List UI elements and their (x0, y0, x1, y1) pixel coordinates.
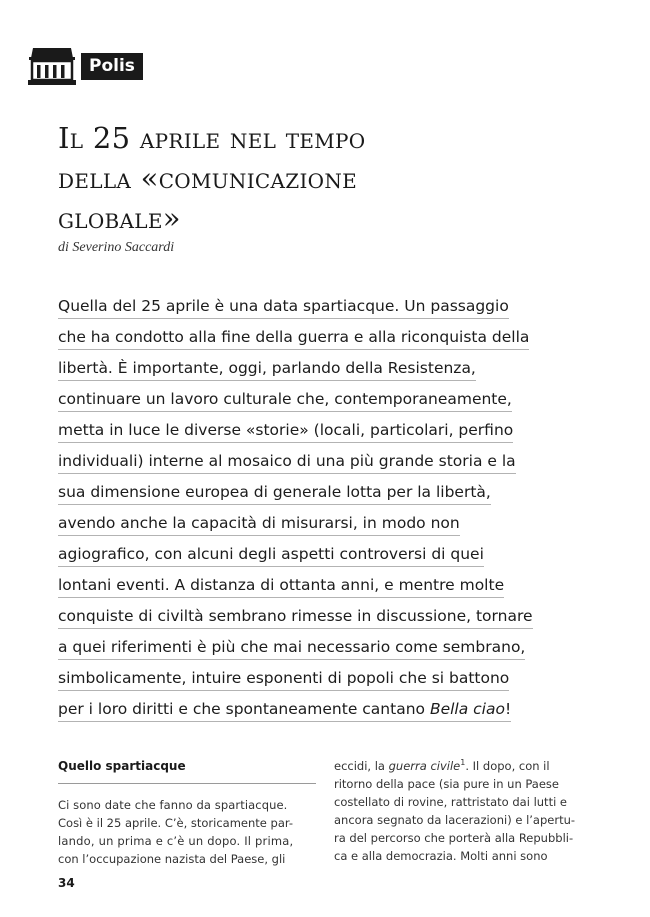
article-byline: di Severino Saccardi (58, 240, 175, 255)
body-line: Così è il 25 aprile. C’è, storicamente par- (58, 816, 294, 830)
body-text (58, 796, 316, 868)
body-line: ritorno della pace (sia pure in un Paese (334, 777, 559, 791)
body-text (334, 757, 596, 865)
body-line: eccidi, la guerra civile$^1$. Il dopo, con il (334, 758, 550, 773)
body-line: ra del percorso che porterà alla Repubbli- (334, 831, 574, 845)
lead-paragraph (58, 291, 578, 725)
title-line: della «comunicazione (58, 161, 358, 195)
lead-line: per i loro diritti e che spontaneamente cantano Bella ciao! (58, 694, 578, 725)
building-icon (27, 44, 77, 86)
body-line: ca e alla democrazia. Molti anni sono (334, 849, 548, 863)
section-label: Polis (81, 53, 143, 80)
lead-line: lontani eventi. A distanza di ottanta anni, e mentre molte (58, 570, 578, 601)
body-line: ancora segnato da lacerazioni) e l’apertu- (334, 813, 576, 827)
lead-line: a quei riferimenti è più che mai necessario come sembrano, (58, 632, 578, 663)
footnote-ref: 1 (460, 758, 466, 768)
lead-line: sua dimensione europea di generale lotta per la libertà, (58, 477, 578, 508)
body-line: con l’occupazione nazista del Paese, gli (58, 852, 286, 866)
lead-line: metta in luce le diverse «storie» (locali, particolari, perfino (58, 415, 578, 446)
lead-line: conquiste di civiltà sembrano rimesse in discussione, tornare (58, 601, 578, 632)
lead-line: continuare un lavoro culturale che, contemporaneamente, (58, 384, 578, 415)
lead-line: libertà. È importante, oggi, parlando della Resistenza, (58, 353, 578, 384)
body-line: costellato di rovine, rattristato dai lutti e (334, 795, 567, 809)
lead-line: avendo anche la capacità di misurarsi, in modo non (58, 508, 578, 539)
lead-line: Quella del 25 aprile è una data spartiacque. Un passaggio (58, 291, 578, 322)
lead-line: individuali) interne al mosaico di una più grande storia e la (58, 446, 578, 477)
body-line: lando, un prima e c’è un dopo. Il prima, (58, 834, 294, 848)
body-column-right (334, 757, 596, 865)
body-column-left (58, 758, 316, 868)
title-line: globale» (58, 201, 181, 235)
lead-line: simbolicamente, intuire esponenti di popoli che si battono (58, 663, 578, 694)
lead-line: che ha condotto alla fine della guerra e alla riconquista della (58, 322, 578, 353)
page-number: 34 (58, 876, 75, 890)
lead-line: agiografico, con alcuni degli aspetti controversi di quei (58, 539, 578, 570)
section-heading: Quello spartiacque (58, 758, 316, 784)
section-header (27, 44, 143, 86)
body-line: Ci sono date che fanno da spartiacque. (58, 798, 288, 812)
title-line: Il 25 aprile nel tempo (58, 121, 366, 155)
article-title (58, 118, 618, 238)
